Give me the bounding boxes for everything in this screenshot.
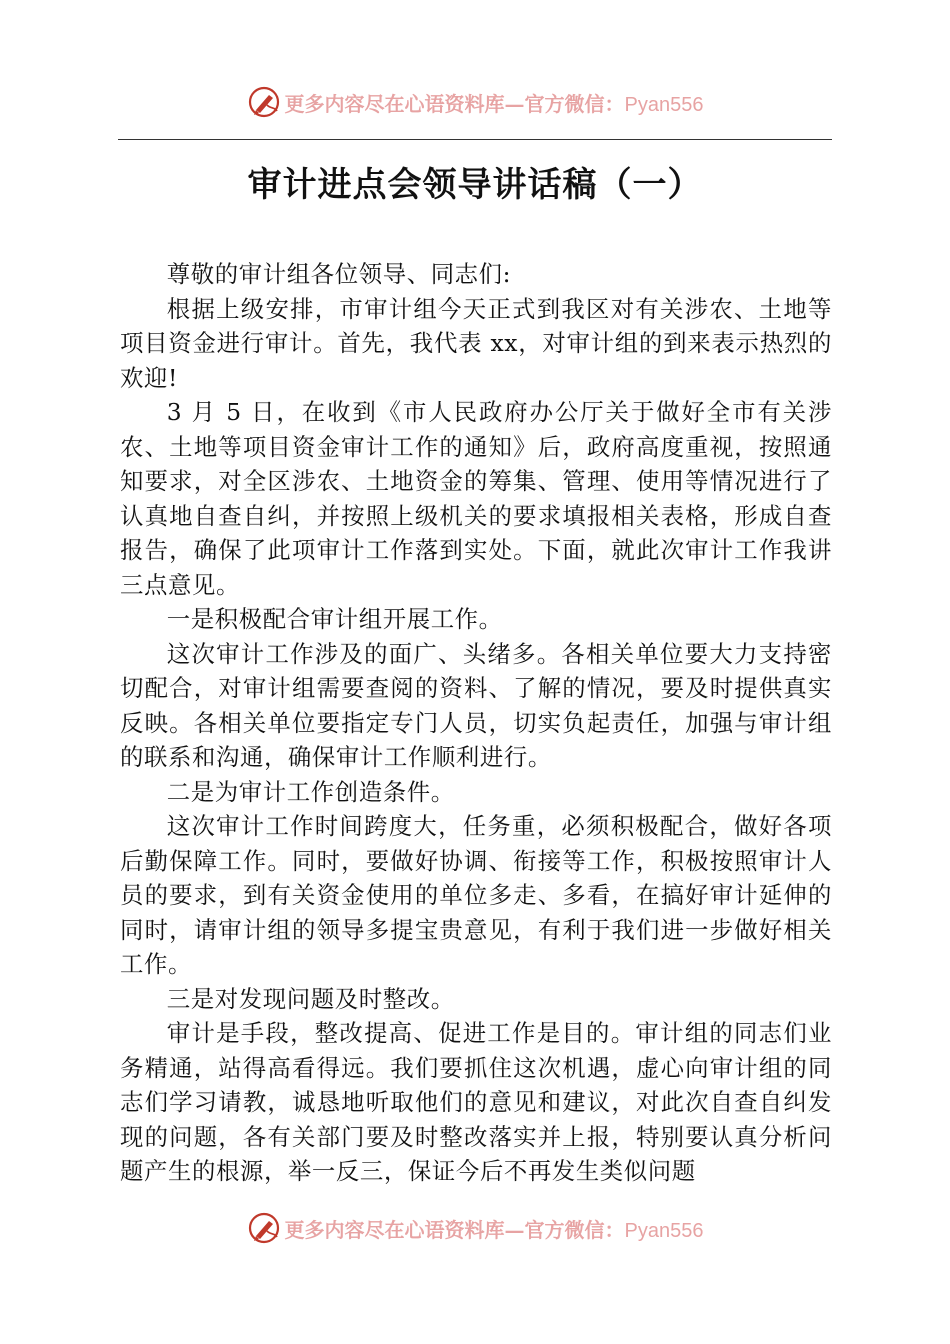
section-heading-two: 二是为审计工作创造条件。 [166,777,455,806]
footer-watermark-text: 更多内容尽在心语资料库—官方微信：Pyan556 [284,1217,704,1242]
section-heading-one: 一是积极配合审计组开展工作。 [166,605,503,633]
header-divider [118,139,832,140]
document-title: 审计进点会领导讲话稿（一） [247,165,703,205]
paragraph-section-three: 审计是手段，整改提高、促进工作是目的。审计组的同志们业务精通，站得高看得远。我们要抓住这次机遇，虚心向审计组的同志们学习请教，诚恳地听取他们的意见和建议，对此次自查自纠发现的问题，各有关部门要及时整改落实并上报，特别要认真分析问题产生的根源，举一反三，保证今后不再发生类似问题 [120,1019,832,1185]
header-wechat-id: Pyan556 [624,93,704,116]
header-watermark-text: 更多内容尽在心语资料库—官方微信：Pyan556 [284,91,704,116]
footer-watermark-banner [0,1208,950,1248]
section-heading-three: 三是对发现问题及时整改。 [166,984,455,1013]
footer-wechat-id: Pyan556 [624,1219,704,1242]
paragraph-section-one: 这次审计工作涉及的面广、头绪多。各相关单位要大力支持密切配合，对审计组需要查阅的资料、了解的情况，要及时提供真实反映。各相关单位要指定专门人员，切实负起责任，加强与审计组的联系和沟通，确保审计工作顺利进行。 [120,639,832,771]
paragraph-intro: 根据上级安排，市审计组今天正式到我区对有关涉农、土地等项目资金进行审计。首先，我代表 xx，对审计组的到来表示热烈的欢迎! [120,294,832,392]
pen-logo-icon [247,1211,281,1245]
paragraph-background: 3 月 5 日，在收到《市人民政府办公厅关于做好全市有关涉农、土地等项目资金审计工作的通知》后，政府高度重视，按照通知要求，对全区涉农、土地资金的筹集、管理、使用等情况进行了认真地自查自纠，并按照上级机关的要求填报相关表格，形成自查报告，确保了此项审计工作落到实处。下面，就此次审计工作我讲三点意见。 [120,398,832,599]
document-body [120,257,832,1189]
paragraph-greeting: 尊敬的审计组各位领导、同志们: [166,260,512,288]
pen-logo-icon [247,85,281,119]
header-watermark-banner [0,82,950,122]
paragraph-section-two: 这次审计工作时间跨度大，任务重，必须积极配合，做好各项后勤保障工作。同时，要做好协调、衔接等工作，积极按照审计人员的要求，到有关资金使用的单位多走、多看，在搞好审计延伸的同时，请审计组的领导多提宝贵意见，有利于我们进一步做好相关工作。 [120,812,832,978]
